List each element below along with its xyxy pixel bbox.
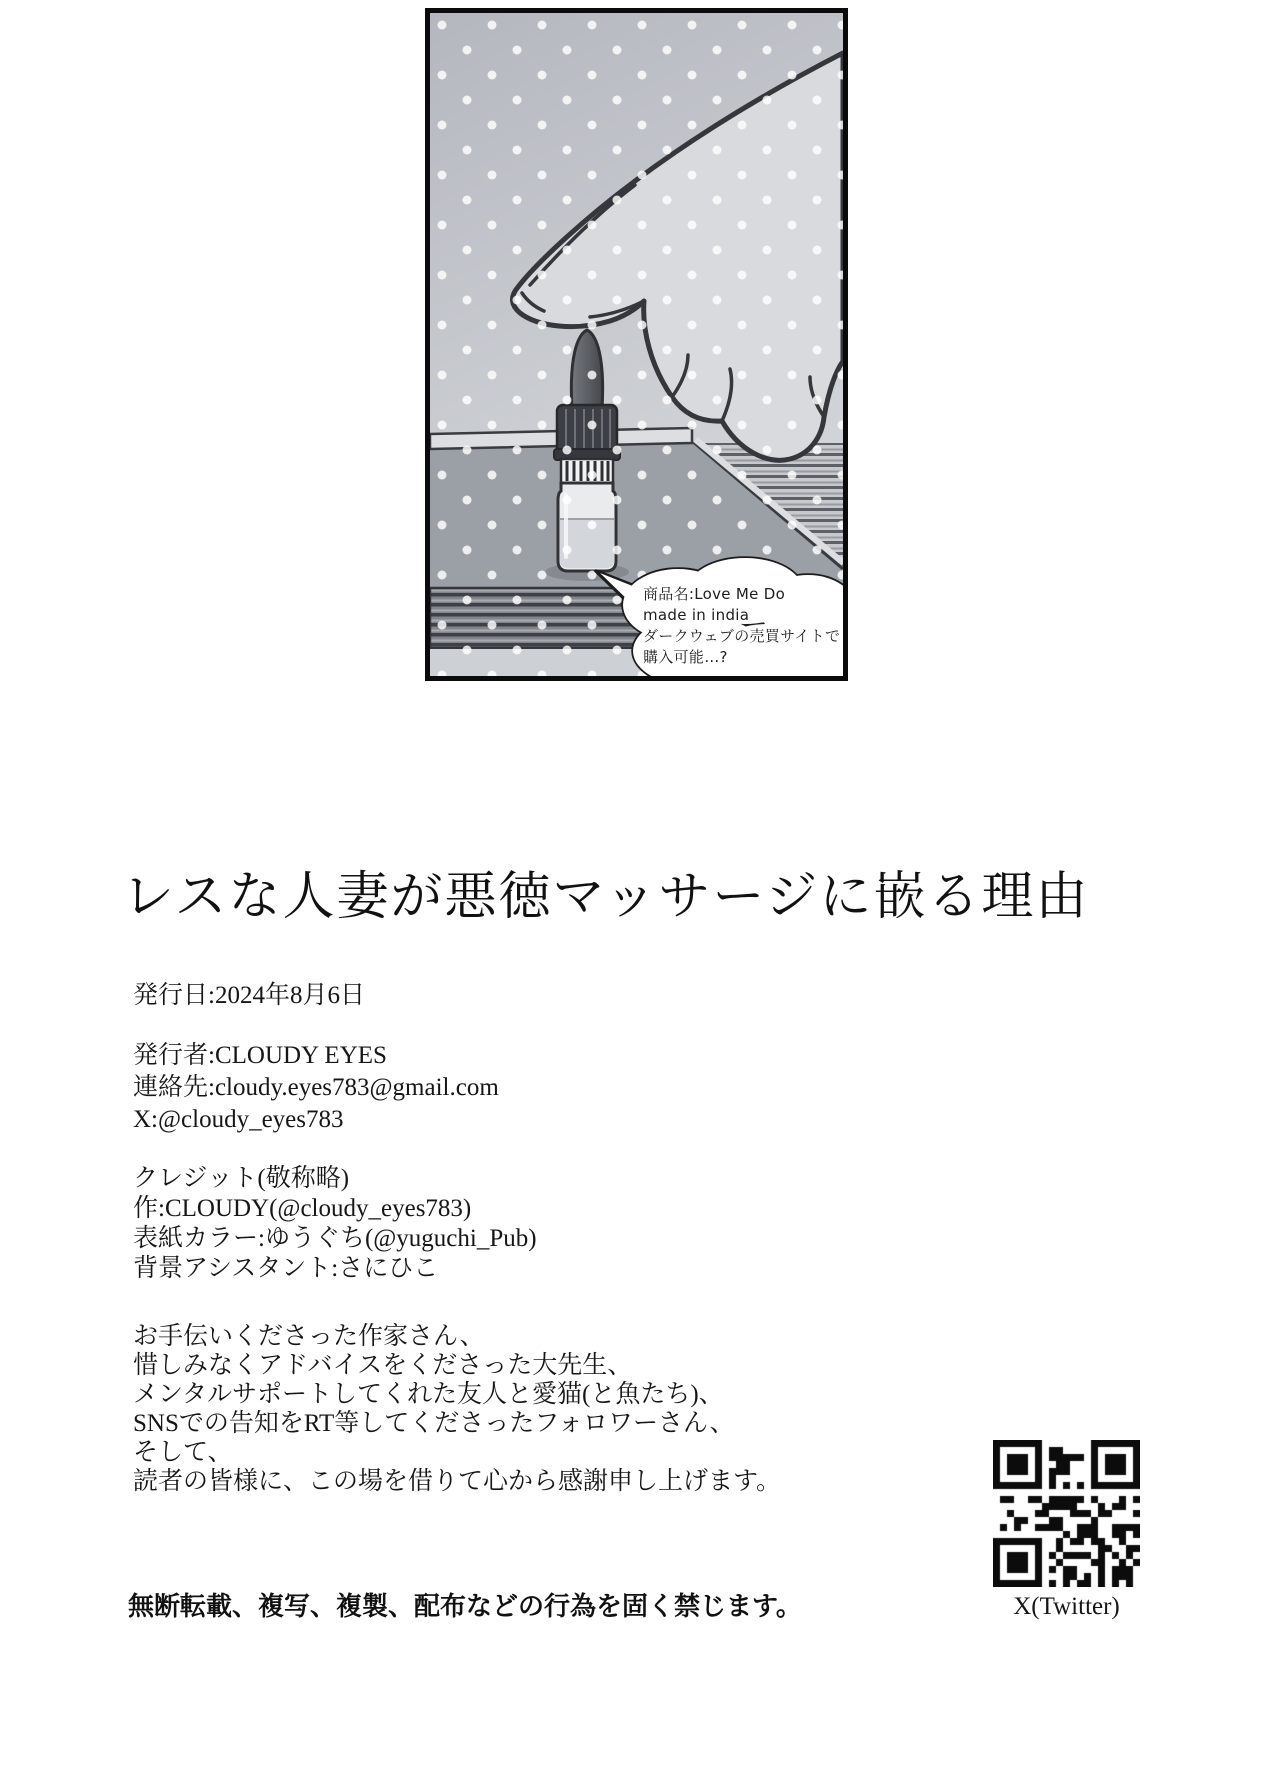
publisher-block [133,1040,499,1136]
publisher: 発行者:CLOUDY EYES [133,1042,387,1069]
bubble-line: ダークウェブの売買サイトで [643,627,841,645]
bubble-line: 購入可能…? [643,648,728,666]
thanks-line: お手伝いくださった作家さん、 [133,1323,485,1350]
manga-panel [425,8,848,681]
issue-date: 発行日:2024年8月6日 [133,982,365,1009]
panel-illustration [430,13,843,676]
thanks-line: SNSでの告知をRT等してくださったフォロワーさん、 [133,1410,735,1437]
credit-author: 作:CLOUDY(@cloudy_eyes783) [133,1195,472,1222]
credit-cover-color: 表紙カラー:ゆうぐち(@yuguchi_Pub) [133,1225,537,1252]
acknowledgements-block [133,1322,781,1496]
x-account: X:@cloudy_eyes783 [133,1106,344,1133]
speech-bubble-text [643,584,839,668]
thanks-line: そして、 [133,1439,233,1466]
copyright-disclaimer: 無断転載、複写、複製、配布などの行為を固く禁じます。 [128,1592,802,1621]
qr-code [993,1440,1140,1587]
credit-background-assistant: 背景アシスタント:さにひこ [133,1255,439,1282]
qr-label: X(Twitter) [1013,1593,1120,1620]
thanks-line: メンタルサポートしてくれた友人と愛猫(と魚たち)、 [133,1381,724,1408]
qr-block [993,1440,1140,1621]
thanks-line: 惜しみなくアドバイスをくださった大先生、 [133,1352,633,1379]
bubble-line: 商品名:Love Me Do [643,585,786,603]
contact-email: 連絡先:cloudy.eyes783@gmail.com [133,1074,499,1101]
doujin-title: レスな人妻が悪徳マッサージに嵌る理由 [122,869,1090,926]
bubble-line: made in india [643,606,750,624]
credits-block [133,1164,537,1284]
credits-heading: クレジット(敬称略) [133,1165,350,1192]
issue-date-block [133,981,365,1011]
thanks-line: 読者の皆様に、この場を借りて心から感謝申し上げます。 [133,1468,782,1495]
